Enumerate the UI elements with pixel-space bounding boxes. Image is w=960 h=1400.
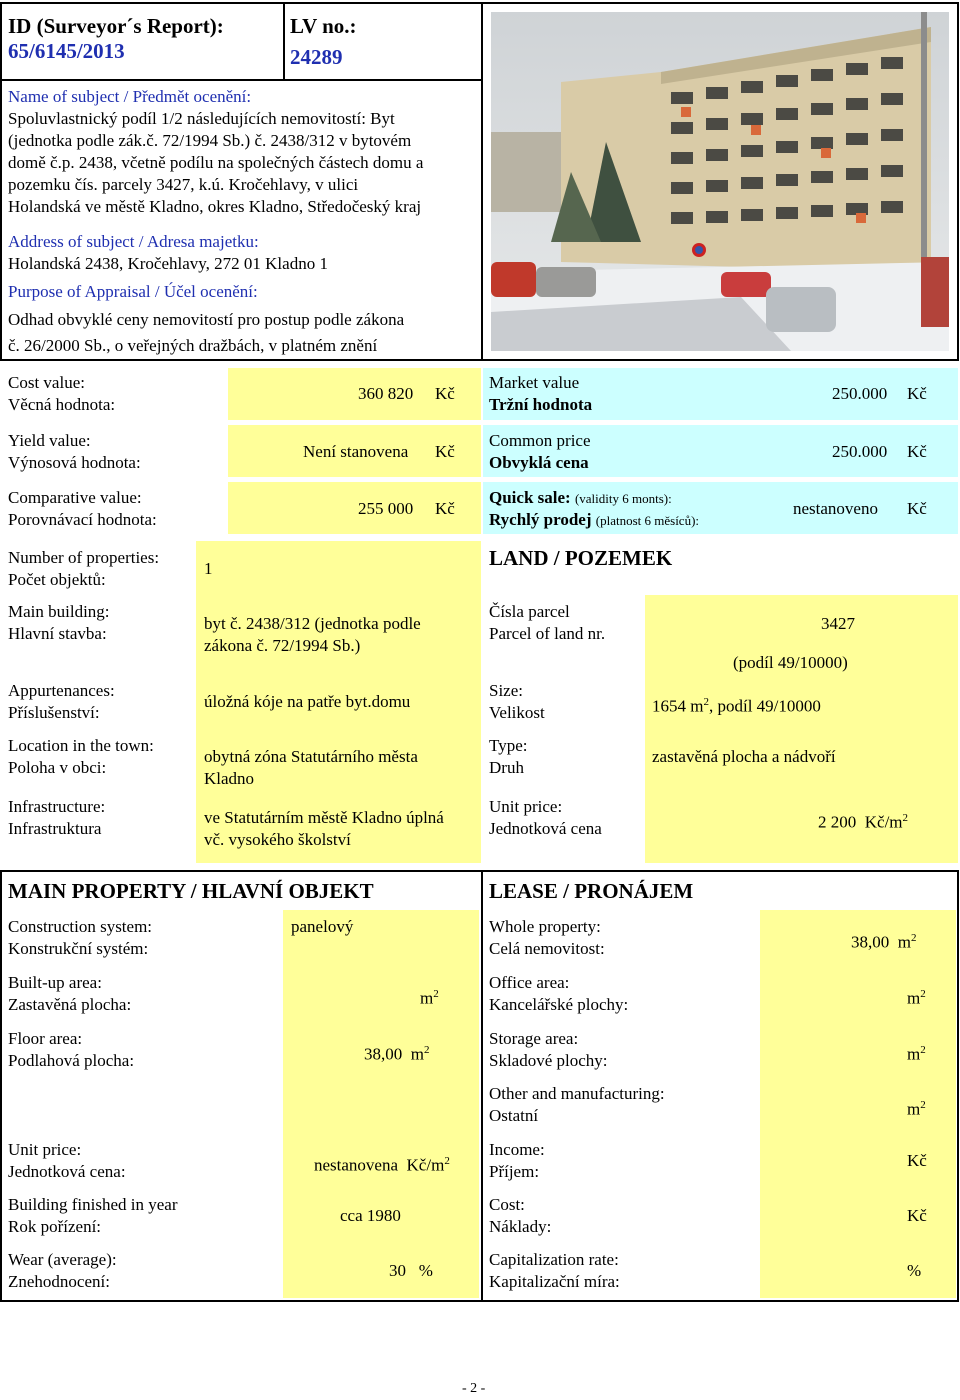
sup-2: 2 [920, 1099, 926, 1111]
mp-unit-value [314, 1150, 450, 1177]
income-label-cz: Příjem: [489, 1162, 540, 1181]
parcel-share: (podíl 49/10000) [733, 653, 848, 672]
report-id-label: ID (Surveyor´s Report): [8, 14, 224, 38]
report-id-value: 65/6145/2013 [8, 39, 125, 63]
other-label-cz: Ostatní [489, 1106, 539, 1125]
subject-name-label: Name of subject / Předmět ocenění: [8, 87, 252, 106]
quick-value: nestanoveno [793, 499, 878, 518]
income-currency: Kč [907, 1151, 927, 1170]
wear-percent: % [418, 1261, 433, 1280]
yield-label-en: Yield value: [8, 431, 91, 450]
wear-amount: 30 [389, 1261, 406, 1280]
inf-label-en: Infrastructure: [8, 797, 106, 816]
land-values-bg [645, 595, 958, 863]
subject-line: domě č.p. 2438, včetně podílu na společných částech domu a [8, 153, 424, 172]
whole-value [851, 927, 916, 954]
sup-2: 2 [902, 812, 909, 824]
lease-cost-label-cz: Náklady: [489, 1217, 552, 1236]
market-label-en: Market value [489, 373, 580, 392]
comp-value: 255 000 [358, 499, 414, 518]
subject-line: pozemku čís. parcely 3427, k.ú. Kročehlavy, v ulici [8, 175, 359, 194]
storage-unit-m: m [907, 1044, 921, 1064]
floor-unit-m: m [410, 1044, 424, 1064]
quick-cz-note: (platnost 6 měsíců): [595, 513, 700, 528]
sup-2: 2 [423, 1044, 430, 1056]
built-unit-m: m [420, 988, 434, 1008]
loc-label-cz: Poloha v obci: [8, 758, 107, 777]
building-photo [491, 12, 949, 351]
built-label-cz: Zastavěná plocha: [8, 995, 132, 1014]
yield-currency: Kč [435, 442, 455, 461]
land-unit-currency: Kč/m [864, 812, 903, 832]
market-currency: Kč [907, 384, 927, 403]
quick-cz: Rychlý prodej [489, 510, 592, 529]
cost-value: 360 820 [358, 384, 414, 403]
other-unit-m: m [907, 1099, 921, 1119]
count-label-cz: Počet objektů: [8, 570, 106, 589]
subject-line: (jednotka podle zák.č. 72/1994 Sb.) č. 2438/312 v bytovém [8, 131, 412, 150]
built-unit [420, 983, 439, 1010]
comp-currency: Kč [435, 499, 455, 518]
quick-en-note: (validity 6 monts): [574, 491, 672, 506]
storage-unit [907, 1039, 926, 1066]
inf-label-cz: Infrastruktura [8, 819, 102, 838]
common-label-en: Common price [489, 431, 591, 450]
lease-cost-label-en: Cost: [489, 1195, 525, 1214]
sup-2: 2 [920, 988, 926, 1000]
year-label-en: Building finished in year [8, 1195, 178, 1214]
floor-amount: 38,00 [364, 1044, 403, 1064]
lease-values-bg [760, 910, 956, 1298]
lv-value: 24289 [290, 45, 343, 69]
loc-value-1: obytná zóna Statutárního města [204, 747, 418, 766]
count-label-en: Number of properties: [8, 548, 160, 567]
whole-unit-m: m [897, 932, 911, 952]
mp-unit-label-cz: Jednotková cena: [8, 1162, 126, 1181]
subject-line: Holandská ve městě Kladno, okres Kladno, Středočeský kraj [8, 197, 422, 216]
common-label-cz: Obvyklá cena [489, 453, 589, 472]
cost-label-en: Cost value: [8, 373, 85, 392]
land-title: LAND / POZEMEK [489, 546, 673, 570]
main-property-title: MAIN PROPERTY / HLAVNÍ OBJEKT [8, 879, 374, 903]
floor-value [364, 1039, 429, 1066]
type-label-en: Type: [489, 736, 528, 755]
lease-cost-currency: Kč [907, 1206, 927, 1225]
whole-amount: 38,00 [851, 932, 890, 952]
other-unit [907, 1094, 926, 1121]
cons-label-cz: Konstrukční systém: [8, 939, 149, 958]
office-unit-m: m [907, 988, 921, 1008]
inf-value-2: vč. vysokého školství [204, 830, 351, 849]
size-label-en: Size: [489, 681, 523, 700]
mp-values-bg [283, 910, 479, 1298]
office-label-en: Office area: [489, 973, 570, 992]
purpose-label: Purpose of Appraisal / Účel ocenění: [8, 282, 258, 301]
land-unit-value [818, 807, 908, 834]
size-label-cz: Velikost [489, 703, 545, 722]
market-label-cz: Tržní hodnota [489, 395, 593, 414]
parcel-label-en: Parcel of land nr. [489, 624, 606, 643]
wear-value [389, 1260, 433, 1282]
app-label-cz: Příslušenství: [8, 703, 100, 722]
common-currency: Kč [907, 442, 927, 461]
storage-label-en: Storage area: [489, 1029, 579, 1048]
cap-percent: % [907, 1261, 922, 1280]
parcel-label-cz: Čísla parcel [489, 602, 570, 621]
cap-label-cz: Kapitalizační míra: [489, 1272, 620, 1291]
comp-label-cz: Porovnávací hodnota: [8, 510, 157, 529]
address-label: Address of subject / Adresa majetku: [8, 232, 259, 251]
lv-label: LV no.: [290, 14, 357, 38]
storage-label-cz: Skladové plochy: [489, 1051, 608, 1070]
land-unit-label-cz: Jednotková cena [489, 819, 602, 838]
subject-line: Spoluvlastnický podíl 1/2 následujících nemovitostí: Byt [8, 109, 395, 128]
mp-unit-label-en: Unit price: [8, 1140, 82, 1159]
quick-label-en [489, 487, 672, 510]
floor-label-en: Floor area: [8, 1029, 83, 1048]
sup-2: 2 [920, 1044, 926, 1056]
quick-label-cz [489, 509, 699, 532]
app-value: úložná kóje na patře byt.domu [204, 692, 411, 711]
cap-label-en: Capitalization rate: [489, 1250, 619, 1269]
quick-currency: Kč [907, 499, 927, 518]
type-value: zastavěná plocha a nádvoří [652, 747, 836, 766]
cons-label-en: Construction system: [8, 917, 153, 936]
sup-2: 2 [703, 696, 709, 708]
land-unit-amount: 2 200 [818, 812, 857, 832]
size-value [652, 691, 821, 718]
sup-2: 2 [910, 932, 917, 944]
cost-currency: Kč [435, 384, 455, 403]
main-label-cz: Hlavní stavba: [8, 624, 107, 643]
mp-unit-amount: nestanovena [314, 1155, 399, 1175]
year-label-cz: Rok pořízení: [8, 1217, 102, 1236]
whole-label-en: Whole property: [489, 917, 601, 936]
type-label-cz: Druh [489, 758, 524, 777]
main-value-2: zákona č. 72/1994 Sb.) [204, 636, 361, 655]
address-value: Holandská 2438, Kročehlavy, 272 01 Kladno 1 [8, 254, 328, 273]
loc-value-2: Kladno [204, 769, 255, 788]
market-value: 250.000 [832, 384, 888, 403]
main-label-en: Main building: [8, 602, 110, 621]
whole-label-cz: Celá nemovitost: [489, 939, 605, 958]
other-label-en: Other and manufacturing: [489, 1084, 665, 1103]
office-label-cz: Kancelářské plochy: [489, 995, 629, 1014]
page-number: - 2 - [462, 1381, 486, 1396]
built-label-en: Built-up area: [8, 973, 102, 992]
size-value-post: , podíl 49/10000 [708, 696, 821, 716]
subject-name-text [8, 108, 478, 218]
common-value: 250.000 [832, 442, 888, 461]
quick-en: Quick sale: [489, 488, 571, 507]
sup-2: 2 [444, 1155, 450, 1167]
loc-label-en: Location in the town: [8, 736, 154, 755]
land-unit-label-en: Unit price: [489, 797, 563, 816]
purpose-line: č. 26/2000 Sb., o veřejných dražbách, v platném znění [8, 336, 378, 355]
sup-2: 2 [433, 988, 439, 1000]
mp-unit-currency: Kč/m [406, 1155, 445, 1175]
inf-value-1: ve Statutárním městě Kladno úplná [204, 808, 444, 827]
cons-value: panelový [291, 917, 354, 936]
size-value-pre: 1654 m [652, 696, 704, 716]
income-label-en: Income: [489, 1140, 545, 1159]
yield-value: Není stanovena [303, 442, 409, 461]
app-label-en: Appurtenances: [8, 681, 115, 700]
count-value: 1 [204, 559, 213, 578]
comp-label-en: Comparative value: [8, 488, 142, 507]
main-value-1: byt č. 2438/312 (jednotka podle [204, 614, 421, 633]
office-unit [907, 983, 926, 1010]
floor-label-cz: Podlahová plocha: [8, 1051, 135, 1070]
wear-label-en: Wear (average): [8, 1250, 117, 1269]
yield-label-cz: Výnosová hodnota: [8, 453, 141, 472]
parcel-value: 3427 [821, 614, 855, 633]
wear-label-cz: Znehodnocení: [8, 1272, 110, 1291]
cost-label-cz: Věcná hodnota: [8, 395, 116, 414]
lease-title: LEASE / PRONÁJEM [489, 879, 694, 903]
purpose-line: Odhad obvyklé ceny nemovitostí pro postup podle zákona [8, 310, 405, 329]
year-value: cca 1980 [340, 1206, 401, 1225]
